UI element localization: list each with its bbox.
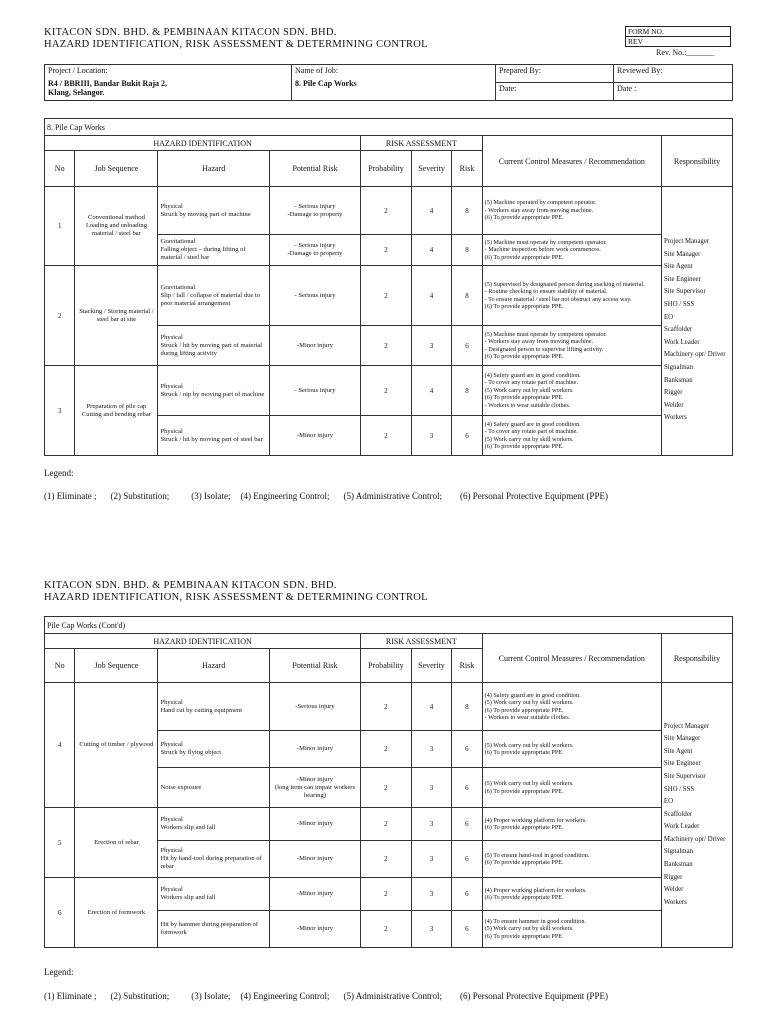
responsibility-item: Scaffolder bbox=[664, 326, 693, 334]
table-row bbox=[45, 878, 733, 911]
risk-cell: 6 bbox=[452, 768, 482, 808]
risk-cell: 8 bbox=[452, 683, 482, 731]
potential-risk-cell: -Minor injury bbox=[269, 878, 360, 911]
risk-cell: 6 bbox=[452, 808, 482, 841]
risk-table-1 bbox=[44, 118, 733, 456]
responsibility-item: Site Agent bbox=[663, 747, 693, 755]
responsibility-item: Banksman bbox=[664, 376, 693, 384]
responsibility-item: Site Engineer bbox=[664, 275, 701, 283]
row-number: 1 bbox=[45, 187, 75, 266]
legend-item: (5) Administrative Control; bbox=[343, 491, 442, 501]
potential-risk-cell: - Serious injury -Damage to property bbox=[269, 187, 360, 235]
control-measures-cell: (4) Proper working platform for workers. (6) To provide appropriate PPE. bbox=[482, 878, 661, 911]
responsibility-cell bbox=[661, 683, 732, 948]
severity-cell: 3 bbox=[411, 841, 452, 878]
responsibility-header: Responsibility bbox=[662, 136, 733, 187]
probability-cell: 2 bbox=[361, 808, 412, 841]
hazard-identification-header-2: HAZARD IDENTIFICATION bbox=[45, 634, 361, 649]
potential-risk-cell: - Serious injury bbox=[269, 366, 360, 416]
row-number: 2 bbox=[45, 266, 75, 366]
table-row bbox=[45, 366, 733, 416]
control-measures-cell: (4) Safety guard are in good condition. - To cover any rotate part of machine. (5) Work carry out by skill workers. (6) To provide appropriate PPE. bbox=[482, 416, 661, 456]
hazard-cell: Physical Hit by hand-tool during preparation of rebar bbox=[158, 841, 269, 878]
responsibility-item: Work Leader bbox=[663, 823, 700, 831]
table-row bbox=[45, 683, 733, 731]
project-location-label: Project / Location: bbox=[48, 66, 108, 75]
severity-cell: 3 bbox=[411, 808, 452, 841]
hazard-cell: Gravitational Falling object – during lifting of material / steel bar bbox=[158, 235, 269, 266]
potential-risk-cell: - Serious injury -Damage to property bbox=[269, 235, 360, 266]
risk-table-2 bbox=[44, 616, 733, 948]
risk-cell: 8 bbox=[452, 187, 482, 235]
probability-cell: 2 bbox=[361, 731, 412, 768]
control-measures-cell: (5) Machine must operate by competent operator. - Machine inspection before work commences. (6) To provide appropriate PPE. bbox=[482, 235, 661, 266]
hazard-cell: Physical Hand cut by cutting equipment bbox=[158, 683, 269, 731]
probability-cell: 2 bbox=[361, 878, 412, 911]
risk-assessment-header-2: RISK ASSESSMENT bbox=[361, 634, 483, 649]
probability-cell: 2 bbox=[361, 416, 412, 456]
severity-cell: 4 bbox=[411, 366, 452, 416]
responsibility-item: Welder bbox=[664, 401, 684, 409]
row-number: 3 bbox=[45, 366, 75, 456]
legend-item: (1) Eliminate ; bbox=[44, 991, 97, 1001]
probability-cell: 2 bbox=[361, 683, 412, 731]
table-row bbox=[45, 187, 733, 235]
prepared-by-cell: Prepared By: bbox=[496, 65, 614, 83]
hazard-cell: Physical Struck / hit by moving part of steel bar bbox=[158, 416, 269, 456]
hazard-cell: Noise exposure bbox=[158, 768, 269, 808]
responsibility-item: Site Engineer bbox=[663, 760, 701, 768]
row-number: 6 bbox=[45, 878, 75, 948]
job-sequence: Erection of rebar bbox=[75, 808, 158, 878]
job-sequence-header-2: Job Sequence bbox=[75, 649, 158, 683]
severity-cell: 3 bbox=[411, 878, 452, 911]
potential-risk-cell: -Minor injury bbox=[269, 808, 360, 841]
risk-cell: 6 bbox=[452, 326, 482, 366]
probability-cell: 2 bbox=[361, 235, 412, 266]
section-title-2: Pile Cap Works (Cont'd) bbox=[45, 617, 733, 634]
legend-item: (2) Substitution; bbox=[110, 991, 170, 1001]
project-location-cell bbox=[45, 65, 292, 101]
job-sequence-header: Job Sequence bbox=[75, 151, 158, 187]
potential-risk-cell: -Minor injury bbox=[269, 416, 360, 456]
row-number: 4 bbox=[45, 683, 75, 808]
severity-cell: 3 bbox=[411, 326, 452, 366]
risk-assessment-header: RISK ASSESSMENT bbox=[361, 136, 483, 151]
prepared-date-cell: Date: bbox=[496, 83, 614, 101]
control-measures-cell: (5) Supervised by designated person during stacking of material. - Routine checking to ensure stability of material. - To ensure material / steel bar not obstruct any access way. (6) To provide appropriate PPE. bbox=[482, 266, 661, 326]
job-sequence: Erection of formwork bbox=[75, 878, 158, 948]
control-measures-cell: (4) To ensure hammer in good condition. (5) Work carry out by skill workers. (6) To provide appropriate PPE. bbox=[482, 911, 661, 948]
responsibility-item: Site Agent bbox=[664, 263, 693, 271]
legend-item: (1) Eliminate ; bbox=[44, 491, 97, 501]
hazard-cell: Physical Workers slip and fall bbox=[158, 878, 269, 911]
hazard-cell: Physical Struck by moving part of machine bbox=[158, 187, 269, 235]
responsibility-item: Site Manager bbox=[664, 250, 701, 258]
risk-cell: 6 bbox=[452, 731, 482, 768]
rev-no: Rev. No.:_______ bbox=[656, 48, 715, 57]
risk-cell: 6 bbox=[452, 911, 482, 948]
project-location-line2: Klang, Selangor. bbox=[48, 88, 105, 97]
control-measures-cell: (5) Work carry out by skill workers. (6) To provide appropriate PPE. bbox=[482, 731, 661, 768]
probability-cell: 2 bbox=[361, 266, 412, 326]
hazard-cell: Physical Struck / nip by moving part of machine bbox=[158, 366, 269, 416]
responsibility-header-2: Responsibility bbox=[661, 634, 732, 683]
risk-cell: 8 bbox=[452, 235, 482, 266]
risk-cell: 6 bbox=[452, 841, 482, 878]
reviewed-date-cell: Date : bbox=[614, 83, 733, 101]
job-sequence: Conventional method Loading and unloading material / steel bar bbox=[75, 187, 158, 266]
risk-cell: 8 bbox=[452, 366, 482, 416]
responsibility-item: Rigger bbox=[663, 873, 683, 881]
rev-label: REV bbox=[626, 37, 731, 47]
no-header: No bbox=[45, 151, 75, 187]
responsibility-item: EO bbox=[663, 798, 673, 806]
control-measures-cell: (4) Safety guard are in good condition. (5) Work carry out by skill workers. (6) To provide appropriate PPE. - Workers to wear suitable clothes. bbox=[482, 683, 661, 731]
responsibility-item: EO bbox=[664, 313, 674, 321]
severity-header: Severity bbox=[411, 151, 452, 187]
severity-cell: 3 bbox=[411, 731, 452, 768]
responsibility-item: Work Leader bbox=[664, 338, 700, 346]
table-row bbox=[45, 266, 733, 326]
probability-cell: 2 bbox=[361, 911, 412, 948]
project-location-line1: R4 / BBRIII, Bandar Bukit Raja 2, bbox=[48, 79, 167, 88]
job-sequence: Stacking / Storing material / steel bar at site bbox=[75, 266, 158, 366]
severity-cell: 4 bbox=[411, 266, 452, 326]
severity-cell: 3 bbox=[411, 911, 452, 948]
responsibility-item: Machinery opr/ Driver bbox=[664, 351, 726, 359]
job-sequence: Cutting of timber / plywood bbox=[75, 683, 158, 808]
probability-cell: 2 bbox=[361, 326, 412, 366]
job-sequence: Preparation of pile cap Cutting and bending rebar bbox=[75, 366, 158, 456]
control-measures-cell: (4) Proper working platform for workers. (6) To provide appropriate PPE. bbox=[482, 808, 661, 841]
responsibility-item: Site Manager bbox=[663, 735, 701, 743]
probability-header-2: Probability bbox=[361, 649, 412, 683]
responsibility-item: Site Supervisor bbox=[663, 772, 706, 780]
hazard-cell: Physical Struck / hit by moving part of material during lifting activity bbox=[158, 326, 269, 366]
responsibility-item: SHO / SSS bbox=[664, 301, 695, 309]
legend-item: (6) Personal Protective Equipment (PPE) bbox=[459, 491, 608, 501]
severity-header-2: Severity bbox=[411, 649, 452, 683]
control-header: Current Control Measures / Recommendation bbox=[482, 136, 661, 187]
hazard-header: Hazard bbox=[158, 151, 269, 187]
company-name-2: KITACON SDN. BHD. & PEMBINAAN KITACON SDN. BHD. bbox=[44, 580, 337, 591]
legend-items-2 bbox=[44, 991, 608, 1001]
form-number-box bbox=[625, 26, 731, 47]
severity-cell: 4 bbox=[411, 187, 452, 235]
legend-label: Legend: bbox=[44, 468, 74, 478]
legend-items bbox=[44, 491, 608, 501]
risk-cell: 6 bbox=[452, 416, 482, 456]
responsibility-item: Scaffolder bbox=[663, 810, 693, 818]
row-number: 5 bbox=[45, 808, 75, 878]
job-name-value: 8. Pile Cap Works bbox=[295, 79, 357, 88]
risk-header: Risk bbox=[452, 151, 482, 187]
job-name-cell bbox=[292, 65, 496, 101]
potential-risk-cell: -Minor injury bbox=[269, 326, 360, 366]
risk-header-2: Risk bbox=[452, 649, 482, 683]
responsibility-item: Site Supervisor bbox=[664, 288, 706, 296]
project-info-table bbox=[44, 64, 733, 101]
potential-risk-cell: -Minor injury bbox=[269, 731, 360, 768]
hazard-cell: Physical Struck by flying object bbox=[158, 731, 269, 768]
hazard-identification-header: HAZARD IDENTIFICATION bbox=[45, 136, 361, 151]
severity-cell: 3 bbox=[411, 768, 452, 808]
job-name-label: Name of Job: bbox=[295, 66, 339, 75]
responsibility-item: SHO / SSS bbox=[663, 785, 695, 793]
table-row bbox=[45, 808, 733, 841]
form-no-label: FORM NO. bbox=[626, 27, 731, 37]
hazard-cell: Physical Workers slip and fall bbox=[158, 808, 269, 841]
responsibility-item: Banksman bbox=[663, 861, 693, 869]
control-measures-cell: (5) Machine must operate by competent operator. - Workers stay away from moving machine. - Designated person to supervise lifting activity. (6) To provide appropriate PPE. bbox=[482, 326, 661, 366]
probability-cell: 2 bbox=[361, 768, 412, 808]
legend-item: (5) Administrative Control; bbox=[343, 991, 442, 1001]
probability-header: Probability bbox=[361, 151, 412, 187]
potential-risk-cell: - Serious injury bbox=[269, 266, 360, 326]
responsibility-item: Workers bbox=[664, 414, 687, 422]
severity-cell: 4 bbox=[411, 683, 452, 731]
severity-cell: 3 bbox=[411, 416, 452, 456]
control-header-2: Current Control Measures / Recommendation bbox=[482, 634, 661, 683]
responsibility-item: Machinery opr/ Driver bbox=[663, 835, 726, 843]
probability-cell: 2 bbox=[361, 187, 412, 235]
potential-risk-cell: -Minor injury (long term can impair workers hearing) bbox=[269, 768, 360, 808]
legend-item: (2) Substitution; bbox=[110, 491, 170, 501]
legend-item: (4) Engineering Control; bbox=[240, 491, 330, 501]
responsibility-item: Rigger bbox=[664, 389, 683, 397]
hazard-cell: Gravitational Slip / fall / collapse of material due to poor material arrangement bbox=[158, 266, 269, 326]
probability-cell: 2 bbox=[361, 366, 412, 416]
control-measures-cell: (5) Work carry out by skill workers. (6) To provide appropriate PPE. bbox=[482, 768, 661, 808]
responsibility-item: Project Manager bbox=[664, 238, 710, 246]
legend-label-2: Legend: bbox=[44, 967, 74, 977]
responsibility-item: Signalman bbox=[664, 364, 694, 372]
potential-risk-cell: -Serious injury bbox=[269, 683, 360, 731]
potential-risk-header-2: Potential Risk bbox=[269, 649, 360, 683]
responsibility-cell bbox=[662, 187, 733, 456]
potential-risk-header: Potential Risk bbox=[269, 151, 360, 187]
risk-cell: 8 bbox=[452, 266, 482, 326]
responsibility-item: Workers bbox=[663, 898, 687, 906]
hazard-cell: Hit by hammer during preparation of formwork bbox=[158, 911, 269, 948]
probability-cell: 2 bbox=[361, 841, 412, 878]
potential-risk-cell: -Minor injury bbox=[269, 841, 360, 878]
risk-cell: 6 bbox=[452, 878, 482, 911]
potential-risk-cell: -Minor injury bbox=[269, 911, 360, 948]
company-name: KITACON SDN. BHD. & PEMBINAAN KITACON SDN. BHD. bbox=[44, 27, 337, 38]
control-measures-cell: (4) Safety guard are in good condition. - To cover any rotate part of machine. (5) Work carry out by skill workers. (6) To provide appropriate PPE. - Workers to wear suitable clothes. bbox=[482, 366, 661, 416]
section-title: 8. Pile Cap Works bbox=[45, 119, 733, 136]
responsibility-item: Project Manager bbox=[663, 722, 710, 730]
legend-item: (6) Personal Protective Equipment (PPE) bbox=[459, 991, 608, 1001]
document-title: HAZARD IDENTIFICATION, RISK ASSESSMENT & DETERMINING CONTROL bbox=[44, 39, 428, 50]
legend-item: (4) Engineering Control; bbox=[240, 991, 330, 1001]
legend-item: (3) Isolate; bbox=[191, 491, 231, 501]
no-header-2: No bbox=[45, 649, 75, 683]
responsibility-item: Signalman bbox=[663, 848, 693, 856]
document-title-2: HAZARD IDENTIFICATION, RISK ASSESSMENT & DETERMINING CONTROL bbox=[44, 592, 428, 603]
control-measures-cell: (5) To ensure hand-tool in good condition. (6) To provide appropriate PPE. bbox=[482, 841, 661, 878]
responsibility-item: Welder bbox=[663, 886, 684, 894]
hazard-header-2: Hazard bbox=[158, 649, 269, 683]
control-measures-cell: (5) Machine operated by competent operator. - Workers stay away from moving machine. (6) To provide appropriate PPE. bbox=[482, 187, 661, 235]
legend-item: (3) Isolate; bbox=[191, 991, 231, 1001]
reviewed-by-cell: Reviewed By: bbox=[614, 65, 733, 83]
severity-cell: 4 bbox=[411, 235, 452, 266]
